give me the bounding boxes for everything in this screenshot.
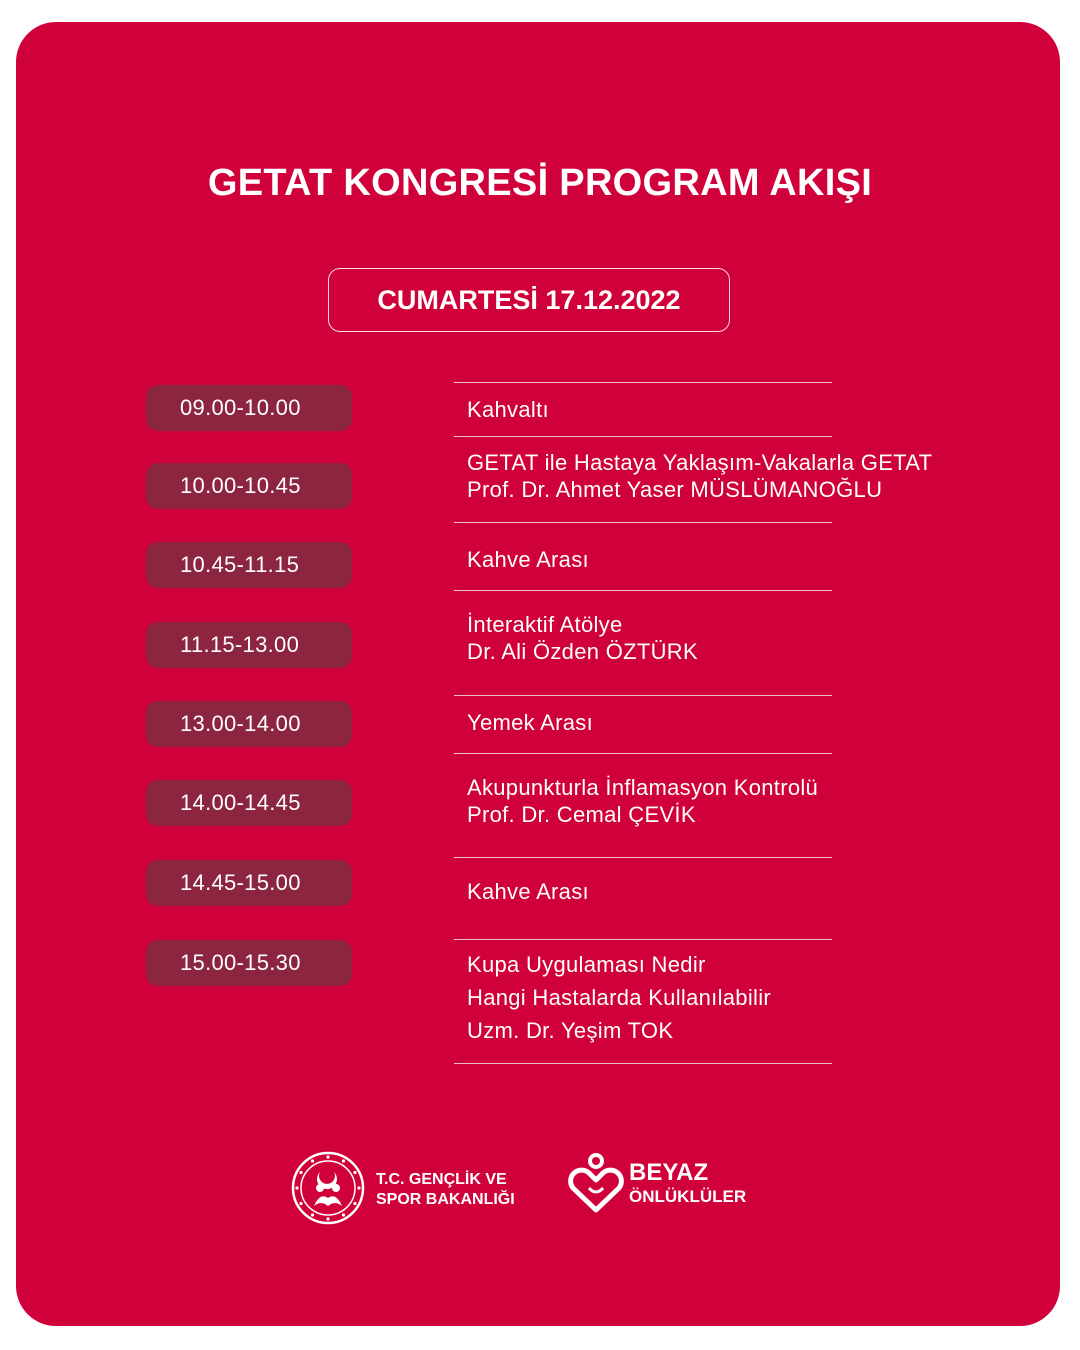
time-pill: 10.00-10.45 (146, 463, 352, 509)
event-speaker: Dr. Ali Özden ÖZTÜRK (467, 639, 698, 664)
divider (454, 522, 832, 523)
event-title: Kahve Arası (467, 879, 589, 904)
time-pill: 15.00-15.30 (146, 940, 352, 986)
divider (454, 436, 832, 437)
time-pill: 10.45-11.15 (146, 542, 352, 588)
event-speaker: Uzm. Dr. Yeşim TOK (467, 1018, 674, 1043)
divider (454, 590, 832, 591)
event-title: Akupunkturla İnflamasyon Kontrolü (467, 775, 819, 800)
event-subtitle: Hangi Hastalarda Kullanılabilir (467, 985, 772, 1010)
time-pill: 14.45-15.00 (146, 860, 352, 906)
event-item (467, 449, 1067, 503)
page-title: GETAT KONGRESİ PROGRAM AKIŞI (207, 162, 873, 204)
event-item (467, 546, 1067, 573)
divider (454, 857, 832, 858)
event-item (467, 709, 1067, 736)
event-item (467, 396, 1067, 423)
ministry-logo (290, 1150, 530, 1222)
event-title: Kupa Uygulaması Nedir (467, 952, 706, 977)
divider (454, 1063, 832, 1064)
time-pill: 13.00-14.00 (146, 701, 352, 747)
event-title: GETAT ile Hastaya Yaklaşım-Vakalarla GETAT (467, 450, 933, 475)
event-item (467, 878, 1067, 905)
event-title: İnteraktif Atölye (467, 612, 623, 637)
date-badge (328, 268, 730, 332)
ministry-name-line1: T.C. GENÇLİK VE (376, 1171, 507, 1188)
event-title: Kahve Arası (467, 547, 589, 572)
event-item (467, 948, 1067, 1047)
divider (454, 939, 832, 940)
event-item (467, 611, 1067, 665)
program-card (16, 22, 1060, 1326)
event-speaker: Prof. Dr. Cemal ÇEVİK (467, 802, 696, 827)
beyaz-onluk-logo (565, 1152, 765, 1222)
divider (454, 382, 832, 383)
event-title: Yemek Arası (467, 710, 593, 735)
divider (454, 753, 832, 754)
event-speaker: Prof. Dr. Ahmet Yaser MÜSLÜMANOĞLU (467, 477, 883, 502)
ministry-name-line2: SPOR BAKANLIĞI (376, 1191, 515, 1208)
date-label: CUMARTESİ 17.12.2022 (377, 284, 681, 315)
beyaz-logo-line2: ÖNLÜKLÜLER (629, 1187, 747, 1206)
beyaz-onluk-heart-icon (565, 1152, 627, 1216)
event-item (467, 774, 1067, 828)
divider (454, 695, 832, 696)
time-pill: 09.00-10.00 (146, 385, 352, 431)
beyaz-logo-line1: BEYAZ (629, 1159, 709, 1186)
time-pill: 11.15-13.00 (146, 622, 352, 668)
event-title: Kahvaltı (467, 397, 549, 422)
ministry-emblem-icon (290, 1150, 366, 1226)
time-pill: 14.00-14.45 (146, 780, 352, 826)
